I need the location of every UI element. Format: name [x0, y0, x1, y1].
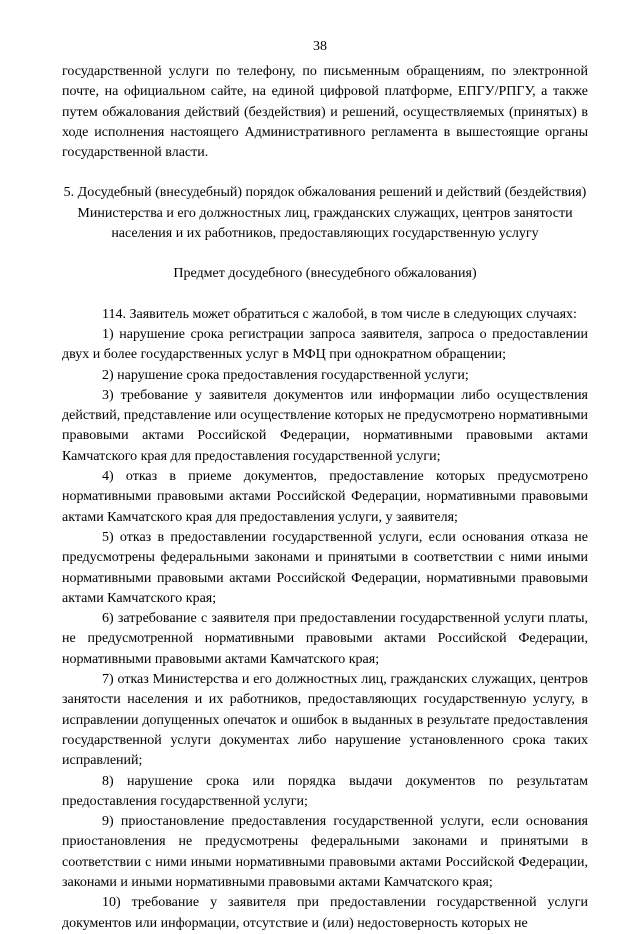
list-item-10: 10) требование у заявителя при предоставлении государственной услуги документов или информации, отсутствие и (или) недостоверность которых не	[62, 895, 588, 931]
list-item-9: 9) приостановление предоставления государственной услуги, если основания приостановления не предусмотрены федеральными законами и принятыми в соответствии с ними иными нормативными правовыми актами Российской Федерации, законами и иными нормативными правовыми актами Камчатского края;	[62, 814, 588, 890]
subsection-title: Предмет досудебного (внесудебного обжалования)	[173, 266, 477, 282]
page-number: 38	[313, 39, 327, 54]
list-item-1: 1) нарушение срока регистрации запроса заявителя, запроса о предоставлении двух и более государственных услуг в МФЦ при однократном обращении;	[62, 326, 588, 363]
list-item-5: 5) отказ в предоставлении государственной услуги, если основания отказа не предусмотрены федеральными законами и принятыми в соответствии с ними иными нормативными правовыми актами Российской Федерации, нормативными правовыми актами Камчатского края;	[62, 529, 588, 606]
intro-paragraph: государственной услуги по телефону, по письменным обращениям, по электронной почте, на официальном сайте, на единой цифровой платформе, ЕПГУ/РПГУ, а также путем обжалования действий (бездействия) и решений, осуществляемых (принятых) в ходе исполнения настоящего Административного регламента в вышестоящие органы государственной власти.	[62, 64, 588, 161]
list-item-6: 6) затребование с заявителя при предоставлении государственной услуги платы, не предусмотренной нормативными правовыми актами Российской Федерации, нормативными правовыми актами Камчатского края;	[62, 611, 588, 667]
list-item-4: 4) отказ в приеме документов, предоставление которых предусмотрено нормативными правовыми актами Российской Федерации, нормативными правовыми актами Камчатского края для предоставления услуги, у заявителя;	[62, 469, 588, 525]
list-item-7: 7) отказ Министерства и его должностных лиц, гражданских служащих, центров занятости населения и их работников, предоставляющих государственную услугу, в исправлении допущенных опечаток и ошибок в выданных в результате предоставления государственной услуги документах либо нарушение установленного срока таких исправлений;	[62, 672, 588, 769]
list-item-2: 2) нарушение срока предоставления государственной услуги;	[102, 367, 469, 383]
list-item-8: 8) нарушение срока или порядка выдачи документов по результатам предоставления государственной услуги;	[62, 773, 588, 809]
document-content	[62, 62, 588, 934]
section-title: 5. Досудебный (внесудебный) порядок обжалования решений и действий (бездействия) Министерства и его должностных лиц, гражданских служащих, центров занятости населения и их работников, предоставляющих государственную услугу	[63, 185, 587, 242]
list-item-3: 3) требование у заявителя документов или информации либо осуществления действий, представление или осуществление которых не предусмотрено нормативными правовыми актами Российской Федерации, нормативными правовыми актами Камчатского края для предоставления государственной услуги;	[62, 387, 588, 464]
paragraph-114: 114. Заявитель может обратиться с жалобой, в том числе в следующих случаях:	[102, 306, 577, 322]
